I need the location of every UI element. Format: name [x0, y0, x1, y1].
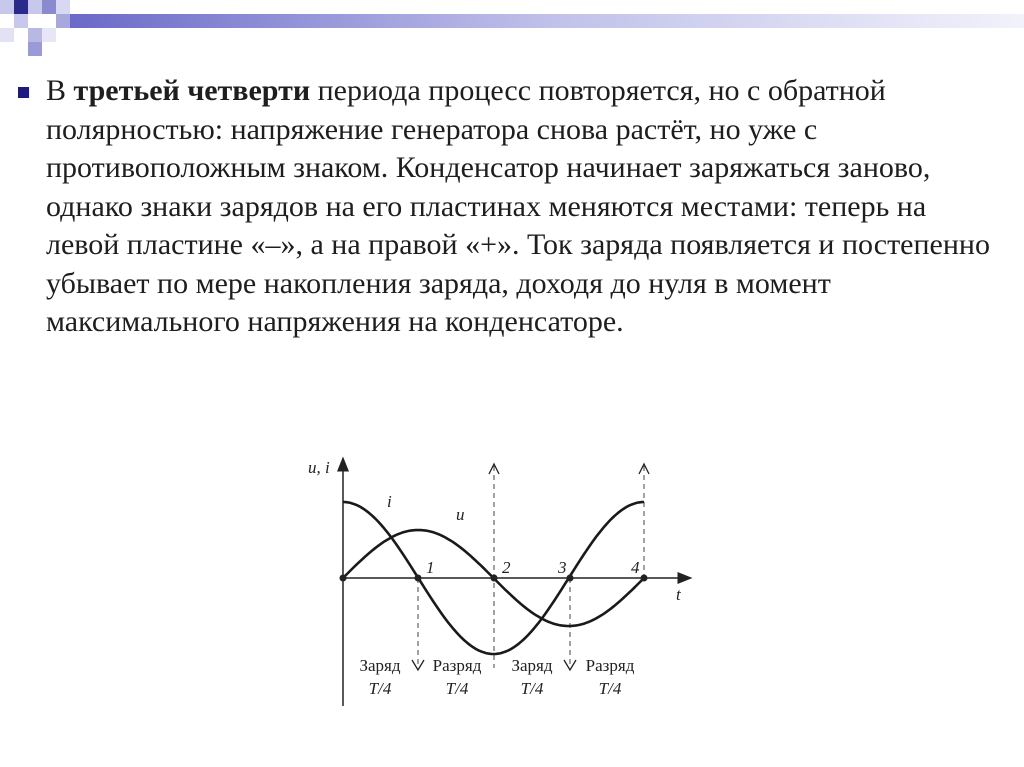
paragraph-bold: третьей четверти	[73, 74, 311, 107]
body-paragraph	[46, 72, 996, 342]
phase-3-bottom: T/4	[520, 679, 544, 698]
phase-2-top: Разряд	[432, 656, 482, 675]
paragraph-text: периода процесс повторяется, но с обратной полярностью: напряжение генератора снова растёт, но уже с противоположным знаком. Конденсатор начинает заряжаться заново, однако знаки зарядов на его пластинах меняются местами: теперь на левой пластине «–», а на правой «+». Ток заряда появляется и постепенно убывает по мере накопления заряда, доходя до нуля в момент максимального напряжения на конденсаторе.	[46, 74, 990, 338]
phase-2-bottom: T/4	[445, 679, 469, 698]
phase-1-bottom: T/4	[368, 679, 392, 698]
origin-point	[340, 575, 347, 582]
oscillation-diagram	[290, 450, 710, 710]
point-2-label: 2	[502, 558, 511, 577]
phase-4-top: Разряд	[585, 656, 635, 675]
curve-u-label: u	[456, 505, 465, 524]
oscillation-graph	[290, 450, 710, 710]
phase-3-top: Заряд	[511, 656, 553, 675]
header-decoration	[0, 0, 1024, 60]
phase-1-top: Заряд	[359, 656, 401, 675]
bullet-item	[18, 72, 1008, 342]
paragraph-prefix: В	[46, 74, 74, 107]
bullet-square-icon	[18, 87, 29, 98]
point-1-label: 1	[426, 558, 435, 577]
point-3-dot	[567, 575, 574, 582]
point-3-label: 3	[558, 558, 567, 577]
point-1-dot	[415, 575, 422, 582]
phase-4-bottom: T/4	[598, 679, 622, 698]
curve-i-label: i	[387, 492, 392, 511]
point-4-dot	[641, 575, 648, 582]
x-axis-label: t	[676, 585, 681, 604]
point-2-dot	[491, 575, 498, 582]
y-axis-label: u, i	[308, 458, 330, 477]
point-4-label: 4	[631, 558, 640, 577]
